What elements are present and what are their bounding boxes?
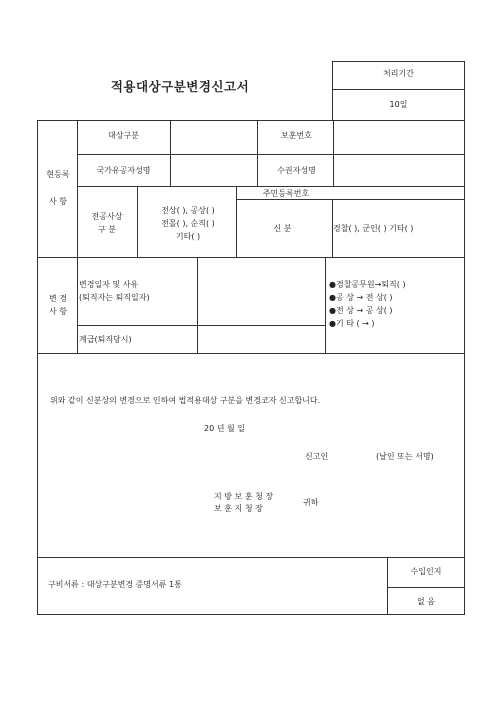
change-section-label-2: 사 항 xyxy=(49,307,67,316)
revenue-stamp-value: 없 음 xyxy=(417,597,435,606)
recipient-branch-office: 보 훈 지 청 장 xyxy=(214,504,263,513)
change-date-reason-sublabel: (퇴직자는 퇴직일자) xyxy=(79,293,150,302)
resident-number-label: 주민등록번호 xyxy=(262,189,310,198)
seal-or-signature-label: (날인 또는 서명) xyxy=(376,452,434,461)
change-option-duty-to-battle[interactable]: ●공 상 → 전 상( ) xyxy=(329,293,393,302)
battle-option-2[interactable]: 전몰( ), 순직( ) xyxy=(161,219,215,228)
change-date-reason-label: 변경일자 및 사유 xyxy=(79,280,139,289)
status-options[interactable]: 경찰( ), 군인( ) 기타( ) xyxy=(333,224,414,233)
processing-period-value: 10일 xyxy=(389,100,408,109)
battle-option-1[interactable]: 전상( ), 공상( ) xyxy=(161,206,215,215)
applicant-label: 신고인 xyxy=(305,452,329,461)
change-option-other[interactable]: ●기 타 ( → ) xyxy=(329,319,375,328)
processing-period-label: 처리기간 xyxy=(383,69,414,78)
declaration-statement: 위와 같이 신분상의 변경으로 인하여 법적용대상 구분을 변경코자 신고합니다. xyxy=(50,396,321,405)
status-label: 신 분 xyxy=(273,224,292,233)
rank-field[interactable] xyxy=(198,326,325,352)
veteran-number-label: 보훈번호 xyxy=(281,131,312,140)
battle-injury-label: 전공사상 xyxy=(91,212,123,221)
resident-number-field[interactable] xyxy=(336,188,463,198)
change-option-police-retire[interactable]: ●경찰공무원→퇴직( ) xyxy=(329,280,406,289)
rank-label: 계급(퇴직당시) xyxy=(79,335,132,344)
battle-option-3[interactable]: 기타( ) xyxy=(175,232,201,241)
change-date-reason-field[interactable] xyxy=(198,259,325,324)
current-section-label: 현등록 xyxy=(46,170,70,179)
recipient-regional-office: 지 방 보 훈 청 장 xyxy=(214,492,274,501)
beneficiary-name-label: 수권자성명 xyxy=(277,166,316,175)
merit-name-label: 국가유공자성명 xyxy=(96,166,151,175)
change-section-label: 변 경 xyxy=(49,294,67,303)
current-section-label-2: 사 항 xyxy=(49,197,67,206)
form-title: 적용대상구분변경신고서 xyxy=(110,79,250,94)
battle-injury-label-2: 구 분 xyxy=(98,225,116,234)
honorific-label: 귀하 xyxy=(303,498,319,507)
target-class-label: 대상구분 xyxy=(108,131,139,140)
declaration-date-line[interactable]: 20 년 월 일 xyxy=(204,424,245,433)
required-documents: 구비서류 : 대상구분변경 증명서류 1통 xyxy=(48,580,182,589)
change-option-battle-to-duty[interactable]: ●전 상 → 공 상( ) xyxy=(329,306,393,315)
revenue-stamp-label: 수입인지 xyxy=(410,567,442,576)
